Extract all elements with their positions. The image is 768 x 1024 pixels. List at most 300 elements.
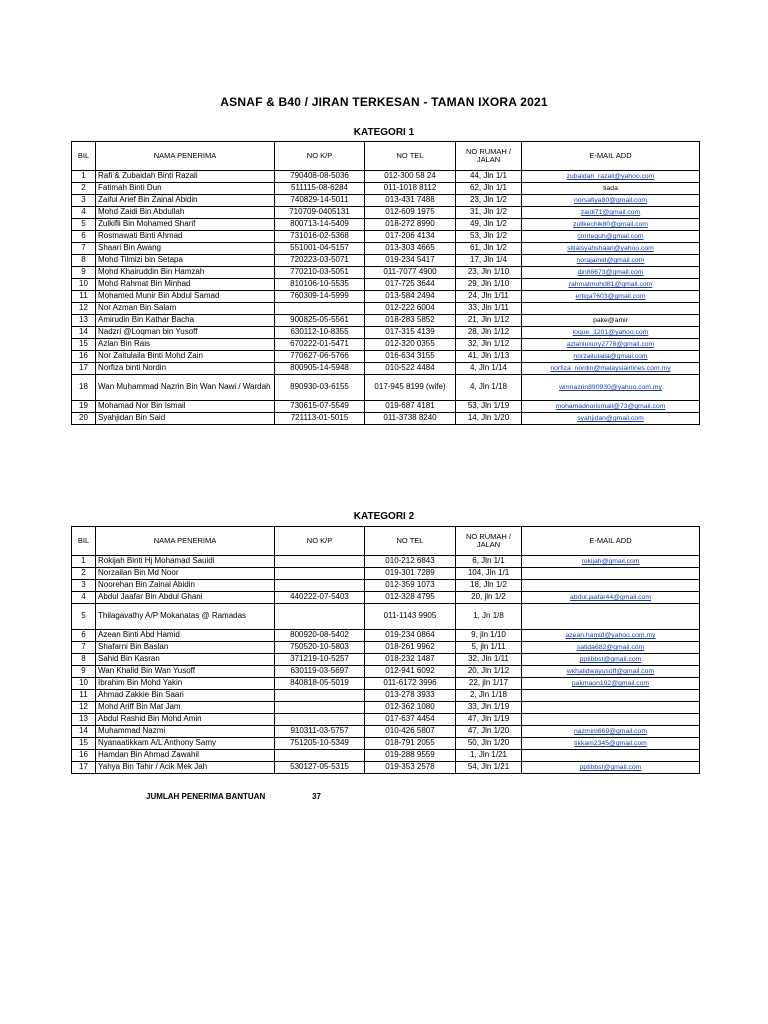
header-tel: NO TEL — [365, 142, 456, 171]
row-kp: 760309-14-5999 — [275, 291, 365, 303]
table-row — [72, 604, 700, 630]
row-nama: Zulkifli Bin Mohamed Sharif — [96, 219, 275, 231]
email-text: tiada — [603, 184, 618, 192]
table-row — [72, 568, 700, 580]
table-row — [72, 666, 700, 678]
row-nama: Hamdan Bin Ahmad Zawahil — [96, 750, 275, 762]
row-bil: 20 — [72, 413, 96, 425]
row-bil: 10 — [72, 678, 96, 690]
row-bil: 7 — [72, 243, 96, 255]
row-nama: Azlan Bin Rais — [96, 339, 275, 351]
row-nama: Rokijah Binti Hj Mohamad Sauidi — [96, 556, 275, 568]
row-kp: 731016-02-5368 — [275, 231, 365, 243]
row-email — [522, 604, 700, 630]
table-row — [72, 327, 700, 339]
header-kp: NO K/P — [275, 142, 365, 171]
row-email — [522, 714, 700, 726]
row-email — [522, 267, 700, 279]
row-tel: 012-320 0355 — [365, 339, 456, 351]
row-email — [522, 702, 700, 714]
email-link[interactable]: wmnazrin890930@yahoo.com.my — [559, 383, 662, 391]
header-kp: NO K/P — [275, 527, 365, 556]
row-nama: Abdul Rashid Bin Mohd Amin — [96, 714, 275, 726]
row-rumah: 53, Jln 1/2 — [456, 231, 522, 243]
header-rumah: NO RUMAH / JALAN — [456, 527, 522, 556]
table-header-row — [72, 142, 700, 171]
row-rumah: 31, Jln 1/2 — [456, 207, 522, 219]
row-tel: 019-353 2578 — [365, 762, 456, 774]
email-link[interactable]: mohamadnorismail@73@gmail.com — [555, 402, 666, 410]
row-nama: Fatimah Binti Dun — [96, 183, 275, 195]
row-kp: 551001-04-5157 — [275, 243, 365, 255]
row-nama: Abdul Jaafar Bin Abdul Ghani — [96, 592, 275, 604]
row-bil: 9 — [72, 666, 96, 678]
table-row — [72, 291, 700, 303]
row-tel: 019-687 4181 — [365, 401, 456, 413]
kategori-1-table — [71, 141, 700, 425]
row-email — [522, 207, 700, 219]
row-kp: 630119-03-5697 — [275, 666, 365, 678]
row-tel: 012-609 1975 — [365, 207, 456, 219]
total-value: 37 — [312, 792, 321, 801]
table-row — [72, 654, 700, 666]
email-link[interactable]: zullkechik80@gmail.com — [573, 220, 648, 228]
row-bil: 18 — [72, 375, 96, 401]
row-kp: 900825-05-5561 — [275, 315, 365, 327]
row-kp: 770627-06-5766 — [275, 351, 365, 363]
row-rumah: 41, Jln 1/13 — [456, 351, 522, 363]
table-row — [72, 580, 700, 592]
row-bil: 11 — [72, 690, 96, 702]
row-bil: 7 — [72, 642, 96, 654]
header-email: E-MAIL ADD — [522, 527, 700, 556]
email-link[interactable]: nazmim669@gmail.com — [573, 727, 647, 735]
email-link[interactable]: pptibbst@gmail.com — [579, 763, 642, 771]
row-kp: 810106-10-5535 — [275, 279, 365, 291]
row-tel: 012-941 6092 — [365, 666, 456, 678]
row-tel: 012-300 58 24 — [365, 171, 456, 183]
email-link[interactable]: satida682@gmail.com — [576, 643, 645, 651]
row-kp — [275, 568, 365, 580]
row-kp — [275, 690, 365, 702]
row-email — [522, 195, 700, 207]
row-email — [522, 183, 700, 195]
row-rumah: 104, Jln 1/1 — [456, 568, 522, 580]
row-rumah: 22, jln 1/17 — [456, 678, 522, 690]
row-email — [522, 580, 700, 592]
row-kp — [275, 714, 365, 726]
row-nama: Amirudin Bin Kathar Bacha — [96, 315, 275, 327]
row-tel: 019-301 7289 — [365, 568, 456, 580]
email-link[interactable]: abdul.jaafar44@gmail.com — [570, 593, 651, 601]
row-email — [522, 171, 700, 183]
row-email — [522, 231, 700, 243]
row-bil: 5 — [72, 604, 96, 630]
row-nama: Muhammad Nazmi — [96, 726, 275, 738]
row-tel: 017-315 4139 — [365, 327, 456, 339]
email-link[interactable]: cmrteguh@gmail.com — [577, 232, 644, 240]
table-row — [72, 195, 700, 207]
row-kp: 730615-07-5549 — [275, 401, 365, 413]
row-rumah: 17, Jln 1/4 — [456, 255, 522, 267]
row-rumah: 1, Jln 1/21 — [456, 750, 522, 762]
row-email — [522, 592, 700, 604]
row-email — [522, 690, 700, 702]
row-nama: Mohd Rahmat Bin Minhad — [96, 279, 275, 291]
table-row — [72, 183, 700, 195]
row-bil: 16 — [72, 750, 96, 762]
row-bil: 1 — [72, 556, 96, 568]
row-email — [522, 762, 700, 774]
row-rumah: 18, Jln 1/2 — [456, 580, 522, 592]
row-kp: 910311-03-5757 — [275, 726, 365, 738]
table-row — [72, 726, 700, 738]
row-email — [522, 363, 700, 375]
table-row — [72, 556, 700, 568]
row-tel: 012-222 6004 — [365, 303, 456, 315]
row-nama: Sahid Bin Kasran — [96, 654, 275, 666]
table-row — [72, 678, 700, 690]
row-rumah: 1, Jn 1/8 — [456, 604, 522, 630]
row-rumah: 50, Jln 1/20 — [456, 738, 522, 750]
row-bil: 2 — [72, 568, 96, 580]
row-email — [522, 339, 700, 351]
row-tel: 017-725 3644 — [365, 279, 456, 291]
row-bil: 6 — [72, 231, 96, 243]
row-rumah: 23, Jln 1/2 — [456, 195, 522, 207]
email-link[interactable]: azlanluxury2778@gmail.com — [566, 340, 655, 348]
row-kp: 721113-01-5015 — [275, 413, 365, 425]
header-tel: NO TEL — [365, 527, 456, 556]
row-bil: 5 — [72, 219, 96, 231]
kategori-1-title: KATEGORI 1 — [353, 127, 415, 138]
table-row — [72, 315, 700, 327]
row-tel: 010-522 4484 — [365, 363, 456, 375]
email-text: pake@amir — [593, 316, 628, 324]
email-link[interactable]: zaidi71@gmail.com — [580, 208, 641, 216]
row-rumah: 20, jln 1/2 — [456, 592, 522, 604]
email-link[interactable]: wkhalidwayusoff@gmail.com — [566, 667, 655, 675]
row-nama: Wan Khalid Bin Wan Yusoff — [96, 666, 275, 678]
row-tel: 019-288 9559 — [365, 750, 456, 762]
row-rumah: 14, Jln 1/20 — [456, 413, 522, 425]
row-bil: 3 — [72, 195, 96, 207]
email-link[interactable]: norajamid@gmail.com — [576, 256, 645, 264]
row-kp: 800920-08-5402 — [275, 630, 365, 642]
kategori-2-table — [71, 526, 700, 774]
row-nama: Mohd Ariff Bin Mat Jam — [96, 702, 275, 714]
row-nama: Nadzri @Loqman bin Yusoff — [96, 327, 275, 339]
row-bil: 1 — [72, 171, 96, 183]
table-row — [72, 401, 700, 413]
row-bil: 14 — [72, 327, 96, 339]
table-row — [72, 592, 700, 604]
row-kp — [275, 580, 365, 592]
email-link[interactable]: rokijah@gmail.com — [581, 557, 640, 565]
row-rumah: 32, Jln 1/11 — [456, 654, 522, 666]
row-nama: Zaiful Arief Bin Zainal Abidin — [96, 195, 275, 207]
row-nama: Mohd Tilmizi bin Setapa — [96, 255, 275, 267]
row-email — [522, 351, 700, 363]
row-kp: 371219-10-5257 — [275, 654, 365, 666]
row-bil: 9 — [72, 267, 96, 279]
email-link[interactable]: sitiaisyahshaari@yahoo.com — [567, 244, 654, 252]
table-row — [72, 714, 700, 726]
row-email — [522, 291, 700, 303]
row-nama: Wan Muhammad Nazrin Bin Wan Nawi / Wardah — [96, 375, 275, 401]
row-kp: 740829-14-5011 — [275, 195, 365, 207]
row-tel: 019-234 0864 — [365, 630, 456, 642]
row-rumah: 44, Jln 1/1 — [456, 171, 522, 183]
row-bil: 12 — [72, 702, 96, 714]
row-nama: Norzailan Bin Md Noor — [96, 568, 275, 580]
header-nama: NAMA PENERIMA — [96, 527, 275, 556]
kategori-2-title: KATEGORI 2 — [353, 511, 415, 522]
row-tel: 013-303 4665 — [365, 243, 456, 255]
row-bil: 8 — [72, 255, 96, 267]
row-kp: 530127-05-5315 — [275, 762, 365, 774]
email-link[interactable]: pptibbst@gmail.com — [579, 655, 642, 663]
email-link[interactable]: zubaidah_razali@yahoo.com — [566, 172, 655, 180]
row-rumah: 54, Jln 1/21 — [456, 762, 522, 774]
row-bil: 15 — [72, 738, 96, 750]
email-link[interactable]: pakmaon192@gmail.com — [571, 679, 650, 687]
row-email — [522, 654, 700, 666]
row-email — [522, 738, 700, 750]
table-row — [72, 231, 700, 243]
row-bil: 13 — [72, 315, 96, 327]
row-nama: Nor Azman Bin Salam — [96, 303, 275, 315]
row-rumah: 28, Jln 1/12 — [456, 327, 522, 339]
row-tel: 018-232 1487 — [365, 654, 456, 666]
document-title: ASNAF & B40 / JIRAN TERKESAN - TAMAN IXORA 2021 — [220, 95, 548, 109]
row-tel: 013-584 2494 — [365, 291, 456, 303]
table-row — [72, 738, 700, 750]
row-tel: 017-637 4454 — [365, 714, 456, 726]
row-nama: Shaari Bin Awang — [96, 243, 275, 255]
row-email — [522, 556, 700, 568]
email-link[interactable]: norfiza_nordin@malaysiairlines.com.my — [550, 364, 671, 372]
row-nama: Ahmad Zakkie Bin Saari — [96, 690, 275, 702]
row-kp: 751205-10-5349 — [275, 738, 365, 750]
table-row — [72, 339, 700, 351]
row-email — [522, 678, 700, 690]
row-rumah: 61, Jln 1/2 — [456, 243, 522, 255]
row-bil: 17 — [72, 363, 96, 375]
row-nama: Ibrahim Bin Mohd Yakin — [96, 678, 275, 690]
row-rumah: 33, Jln 1/11 — [456, 303, 522, 315]
row-email — [522, 750, 700, 762]
row-email — [522, 279, 700, 291]
row-email — [522, 243, 700, 255]
row-bil: 8 — [72, 654, 96, 666]
header-bil: BIL — [72, 142, 96, 171]
row-email — [522, 630, 700, 642]
row-bil: 15 — [72, 339, 96, 351]
email-link[interactable]: norsafiya80@gmail.com — [573, 196, 647, 204]
row-tel: 013-278 3933 — [365, 690, 456, 702]
row-bil: 3 — [72, 580, 96, 592]
table-row — [72, 171, 700, 183]
email-link[interactable]: norzaitulaila@gmail.com — [573, 352, 648, 360]
row-tel: 018-272 8990 — [365, 219, 456, 231]
email-link[interactable]: ertiga7603@gmail.com — [575, 292, 646, 300]
row-kp: 670222-01-5471 — [275, 339, 365, 351]
email-link[interactable]: azean.hamid@yahoo.com.my — [565, 631, 656, 639]
row-nama: Syahjidan Bin Said — [96, 413, 275, 425]
row-bil: 2 — [72, 183, 96, 195]
row-nama: Shafarni Bin Baslan — [96, 642, 275, 654]
row-kp — [275, 303, 365, 315]
row-kp: 440222-07-5403 — [275, 592, 365, 604]
row-tel: 011-3738 8240 — [365, 413, 456, 425]
row-bil: 13 — [72, 714, 96, 726]
row-kp: 710709-0405131 — [275, 207, 365, 219]
row-rumah: 32, Jln 1/12 — [456, 339, 522, 351]
row-kp: 800713-14-5409 — [275, 219, 365, 231]
row-tel: 012-362 1080 — [365, 702, 456, 714]
row-rumah: 47, Jln 1/19 — [456, 714, 522, 726]
row-email — [522, 568, 700, 580]
row-rumah: 62, Jln 1/1 — [456, 183, 522, 195]
row-rumah: 33, Jln 1/19 — [456, 702, 522, 714]
kategori-1-body — [72, 171, 700, 425]
header-nama: NAMA PENERIMA — [96, 142, 275, 171]
header-rumah: NO RUMAH / JALAN — [456, 142, 522, 171]
row-tel: 018-261 9962 — [365, 642, 456, 654]
row-rumah: 4, Jln 1/18 — [456, 375, 522, 401]
table-row — [72, 690, 700, 702]
row-email — [522, 315, 700, 327]
row-bil: 4 — [72, 592, 96, 604]
row-kp: 770210-03-5051 — [275, 267, 365, 279]
row-kp — [275, 702, 365, 714]
row-email — [522, 219, 700, 231]
row-rumah: 21, Jln 1/12 — [456, 315, 522, 327]
row-kp: 890930-03-6155 — [275, 375, 365, 401]
table-header-row — [72, 527, 700, 556]
row-tel: 019-234 5417 — [365, 255, 456, 267]
row-email — [522, 401, 700, 413]
row-kp: 840818-05-5019 — [275, 678, 365, 690]
table-row — [72, 303, 700, 315]
row-email — [522, 255, 700, 267]
row-nama: Nor Zaitulaila Binti Mohd Zain — [96, 351, 275, 363]
row-nama: Azean Binti Abd Hamid — [96, 630, 275, 642]
row-rumah: 49, Jln 1/2 — [456, 219, 522, 231]
row-rumah: 53, Jln 1/19 — [456, 401, 522, 413]
row-nama: Mohamed Munir Bin Abdul Samad — [96, 291, 275, 303]
row-kp — [275, 750, 365, 762]
row-rumah: 47, Jln 1/20 — [456, 726, 522, 738]
row-tel: 010-212 6843 — [365, 556, 456, 568]
row-bil: 6 — [72, 630, 96, 642]
table-row — [72, 363, 700, 375]
email-link[interactable]: rahmatmohd81@gmail.com — [568, 280, 653, 288]
row-kp: 800905-14-5948 — [275, 363, 365, 375]
table-row — [72, 750, 700, 762]
total-label: JUMLAH PENERIMA BANTUAN — [146, 792, 266, 801]
row-rumah: 2, Jln 1/18 — [456, 690, 522, 702]
row-bil: 10 — [72, 279, 96, 291]
row-nama: Yahya Bin Tahir / Acik Mek Jah — [96, 762, 275, 774]
row-nama: Rosmawati Binti Ahmad — [96, 231, 275, 243]
row-bil: 14 — [72, 726, 96, 738]
table-row — [72, 207, 700, 219]
row-kp — [275, 604, 365, 630]
row-tel: 012-359 1073 — [365, 580, 456, 592]
row-rumah: 29, Jln 1/10 — [456, 279, 522, 291]
email-link[interactable]: din88673@gmail.com — [577, 268, 644, 276]
row-rumah: 23, Jln 1/10 — [456, 267, 522, 279]
row-tel: 017-945 8199 (wife) — [365, 375, 456, 401]
row-kp: 511115-08-6284 — [275, 183, 365, 195]
row-tel: 016-634 3155 — [365, 351, 456, 363]
table-row — [72, 219, 700, 231]
table-row — [72, 375, 700, 401]
row-nama: Mohamad Nor Bin Ismail — [96, 401, 275, 413]
row-email — [522, 666, 700, 678]
row-email — [522, 303, 700, 315]
row-tel: 011-1143 9905 — [365, 604, 456, 630]
table-row — [72, 267, 700, 279]
row-bil: 11 — [72, 291, 96, 303]
row-nama: Norfiza binti Nordin — [96, 363, 275, 375]
row-rumah: 24, Jln 1/11 — [456, 291, 522, 303]
row-email — [522, 413, 700, 425]
row-bil: 19 — [72, 401, 96, 413]
row-tel: 017-206 4134 — [365, 231, 456, 243]
row-tel: 013-431 7488 — [365, 195, 456, 207]
table-row — [72, 243, 700, 255]
row-rumah: 9, jln 1/10 — [456, 630, 522, 642]
row-bil: 17 — [72, 762, 96, 774]
table-row — [72, 279, 700, 291]
row-nama: Noorehan Bin Zainal Abidin — [96, 580, 275, 592]
table-row — [72, 702, 700, 714]
row-tel: 011-6172 3996 — [365, 678, 456, 690]
row-email — [522, 327, 700, 339]
row-kp: 720223-03-5071 — [275, 255, 365, 267]
email-link[interactable]: tikkam2345@gmail.com — [574, 739, 647, 747]
row-tel: 018-283 5852 — [365, 315, 456, 327]
row-email — [522, 375, 700, 401]
email-link[interactable]: loque_1201@yahoo.com — [572, 328, 649, 336]
row-kp: 630112-10-8355 — [275, 327, 365, 339]
row-tel: 011-1018 8112 — [365, 183, 456, 195]
row-rumah: 6, Jln 1/1 — [456, 556, 522, 568]
row-bil: 12 — [72, 303, 96, 315]
row-tel: 010-426 5807 — [365, 726, 456, 738]
table-row — [72, 413, 700, 425]
table-row — [72, 351, 700, 363]
kategori-2-body — [72, 556, 700, 774]
row-kp: 750520-10-5803 — [275, 642, 365, 654]
row-nama: Nyanaatikkam A/L Anthony Samy — [96, 738, 275, 750]
row-bil: 16 — [72, 351, 96, 363]
row-bil: 4 — [72, 207, 96, 219]
header-email: E-MAIL ADD — [522, 142, 700, 171]
email-link[interactable]: syahjidan@gmail.com — [577, 414, 644, 422]
row-tel: 018-791 2055 — [365, 738, 456, 750]
row-kp — [275, 556, 365, 568]
row-tel: 012-328 4795 — [365, 592, 456, 604]
row-rumah: 4, Jln 1/14 — [456, 363, 522, 375]
row-nama: Mohd Khairuddin Bin Hamzah — [96, 267, 275, 279]
row-nama: Thilagavathy A/P Mokanatas @ Ramadas — [96, 604, 275, 630]
row-rumah: 20, Jln 1/12 — [456, 666, 522, 678]
row-email — [522, 726, 700, 738]
